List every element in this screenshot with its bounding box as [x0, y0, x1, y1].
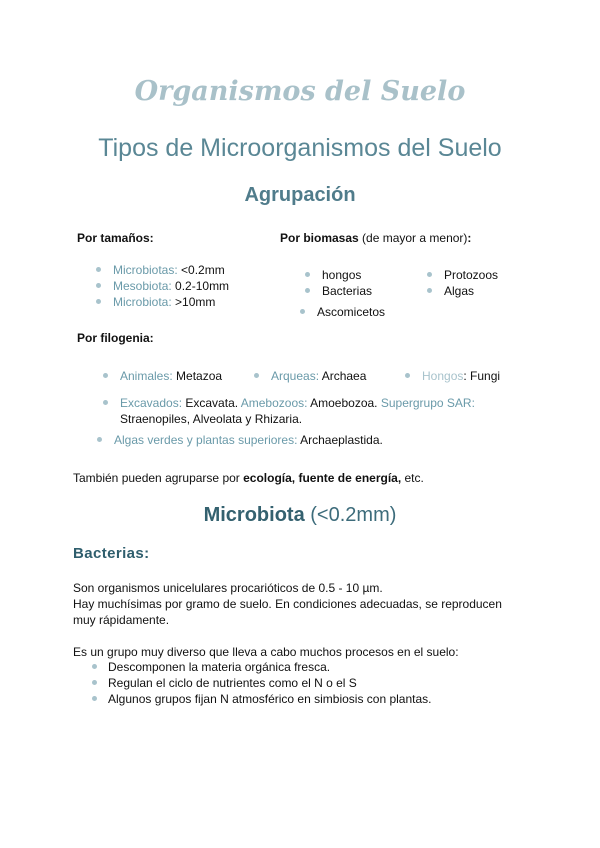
- bullet-icon: [103, 373, 108, 378]
- item-value: Archaeplastida.: [297, 433, 383, 447]
- section-title-microbiota: [0, 504, 600, 527]
- paragraph-line: muy rápidamente.: [73, 613, 170, 627]
- item-value: : Fungi: [463, 369, 501, 383]
- bullet-icon: [405, 373, 410, 378]
- label-por-biomasas: [280, 231, 471, 245]
- item-key: Mesobiota:: [113, 279, 172, 293]
- item-key: Algas verdes y plantas superiores:: [114, 433, 298, 447]
- item-value: Archaea: [319, 369, 367, 383]
- paragraph-line: Es un grupo muy diverso que lleva a cabo muchos procesos en el suelo:: [73, 645, 459, 659]
- list-item: [92, 660, 330, 674]
- item-text: Algas: [444, 284, 475, 298]
- list-item: [300, 305, 385, 319]
- bullet-icon: [96, 283, 101, 288]
- item-text: Regulan el ciclo de nutrientes como el N o el S: [108, 676, 357, 690]
- bullet-icon: [305, 272, 310, 277]
- item-text: hongos: [322, 268, 362, 282]
- title-bold: Microbiota: [203, 504, 305, 526]
- item-key: Hongos: [422, 369, 464, 383]
- label-text: Por biomasas: [280, 231, 359, 245]
- item-value: Amoebozoa.: [307, 396, 381, 410]
- list-item: [92, 692, 432, 706]
- list-item: [254, 369, 366, 383]
- label-por-tamanos: Por tamaños:: [77, 231, 154, 245]
- item-key: Excavados:: [120, 396, 183, 410]
- paragraph-line: Son organismos unicelulares procarióticos de 0.5 - 10 µm.: [73, 581, 383, 595]
- bullet-icon: [96, 299, 101, 304]
- bullet-icon: [427, 288, 432, 293]
- bullet-icon: [97, 437, 102, 442]
- label-por-filogenia: Por filogenia:: [77, 331, 154, 345]
- list-item: [96, 263, 225, 277]
- section-title-agrupacion: Agrupación: [244, 184, 356, 206]
- list-item: [427, 268, 498, 282]
- item-text: Descomponen la materia orgánica fresca.: [108, 660, 331, 674]
- paragraph-line: Hay muchísimas por gramo de suelo. En condiciones adecuadas, se reproducen: [73, 597, 502, 611]
- list-item: [92, 676, 357, 690]
- list-item: [427, 284, 474, 298]
- list-item: [405, 369, 500, 383]
- list-item-continuation: Straenopiles, Alveolata y Rhizaria.: [120, 412, 303, 426]
- text: También pueden agruparse por: [73, 471, 244, 485]
- list-item: [97, 433, 383, 447]
- bullet-icon: [92, 680, 97, 685]
- item-value: 0.2-10mm: [171, 279, 230, 293]
- item-value: Excavata.: [182, 396, 241, 410]
- bullet-icon: [305, 288, 310, 293]
- list-item: [96, 295, 215, 309]
- item-value: >10mm: [171, 295, 216, 309]
- item-text: Protozoos: [444, 268, 499, 282]
- title-rest: (<0.2mm): [304, 504, 397, 526]
- list-item: [103, 396, 475, 410]
- bullet-icon: [103, 400, 108, 405]
- item-key: Arqueas:: [271, 369, 320, 383]
- bullet-icon: [427, 272, 432, 277]
- label-note: (de mayor a menor): [358, 231, 468, 245]
- list-item: [96, 279, 229, 293]
- item-key: Animales:: [120, 369, 173, 383]
- item-key: Microbiota:: [113, 295, 172, 309]
- bullet-icon: [254, 373, 259, 378]
- bullet-icon: [96, 267, 101, 272]
- item-value: Metazoa: [172, 369, 223, 383]
- bullet-icon: [92, 664, 97, 669]
- agrupar-paragraph: [73, 470, 424, 486]
- label-colon: :: [467, 231, 472, 245]
- item-key: Microbiotas:: [113, 263, 178, 277]
- script-title: Organismos del Suelo: [134, 76, 466, 107]
- item-key: Amebozoos:: [240, 396, 308, 410]
- main-title: Tipos de Microorganismos del Suelo: [98, 134, 502, 162]
- item-key: Supergrupo SAR:: [380, 396, 475, 410]
- item-text: Bacterias: [322, 284, 373, 298]
- bullet-icon: [92, 696, 97, 701]
- heading-bacterias: Bacterias:: [73, 545, 150, 562]
- item-value: <0.2mm: [177, 263, 225, 277]
- list-item: [305, 268, 361, 282]
- bold-text: ecología, fuente de energía,: [243, 471, 402, 485]
- item-text: Algunos grupos fijan N atmosférico en simbiosis con plantas.: [108, 692, 432, 706]
- item-text: Ascomicetos: [317, 305, 386, 319]
- text: etc.: [401, 471, 424, 485]
- list-item: [305, 284, 372, 298]
- bullet-icon: [300, 309, 305, 314]
- list-item: [103, 369, 222, 383]
